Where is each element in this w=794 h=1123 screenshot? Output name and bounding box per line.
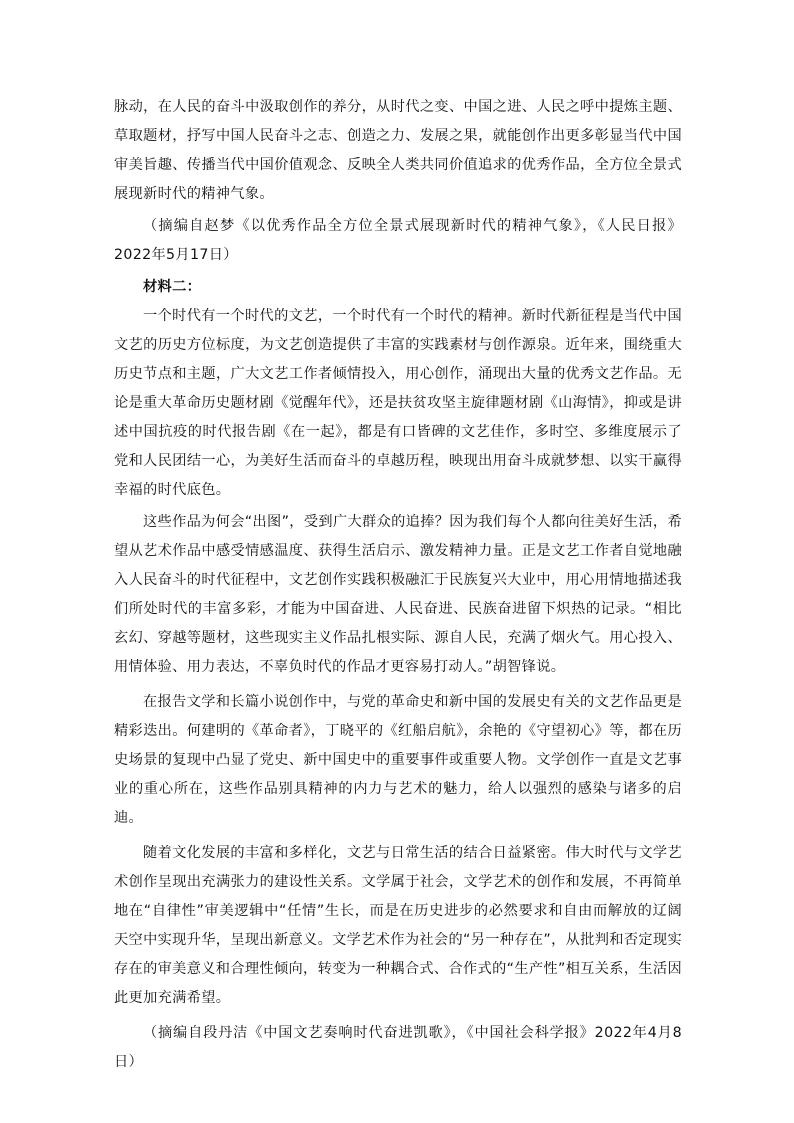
source-citation-material-two: （摘编自段丹洁《中国文艺奏响时代奋进凯歌》，《中国社会科学报》2022年4月8日） [114, 1025, 682, 1070]
paragraph-culture-and-life: 随着文化发展的丰富和多样化，文艺与日常生活的结合日益紧密。伟大时代与文学艺术创作呈现出充满张力的建设性关系。文学属于社会，文学艺术的创作和发展，不再简单地在“自律性”审美逻辑中“任情”生长，而是在历史进步的必然要求和自由而解放的辽阔天空中实现升华，呈现出新意义。文学艺术作为社会的“另一种存在”，从批判和否定现实存在的审美意义和合理性倾向，转变为一种耦合式、合作式的“生产性”相互关系，生活因此更加充满希望。 [114, 845, 682, 1006]
paragraph-era-and-art: 一个时代有一个时代的文艺，一个时代有一个时代的精神。新时代新征程是当代中国文艺的历史方位标度，为文艺创造提供了丰富的实践素材与创作源泉。近年来，围绕重大历史节点和主题，广大文艺工作者倾情投入，用心创作，涌现出大量的优秀文艺作品。无论是重大革命历史题材剧《觉醒年代》，还是扶贫攻坚主旋律题材剧《山海情》，抑或是讲述中国抗疫的时代报告剧《在一起》，都是有口皆碑的文艺佳作，多时空、多维度展示了党和人民团结一心，为美好生活而奋斗的卓越历程，映现出用奋斗成就梦想、以实干赢得幸福的时代底色。 [114, 308, 682, 498]
paragraph-reportage-novels: 在报告文学和长篇小说创作中，与党的革命史和新中国的发展史有关的文艺作品更是精彩迭出。何建明的《革命者》，丁晓平的《红船启航》，余艳的《守望初心》等，都在历史场景的复现中凸显了党史、新中国史中的重要事件或重要人物。文学创作一直是文艺事业的重心所在，这些作品别具精神的内力与艺术的魅力，给人以强烈的感染与诸多的启迪。 [114, 694, 682, 826]
paragraph-why-popular: 这些作品为何会“出图”，受到广大群众的追捧？因为我们每个人都向往美好生活，希望从艺术作品中感受情感温度、获得生活启示、激发精神力量。正是文艺工作者自觉地融入人民奋斗的时代征程中，文艺创作实践积极融汇于民族复兴大业中，用心用情地描述我们所处时代的丰富多彩，才能为中国奋进、人民奋进、民族奋进留下炽热的记录。“相比玄幻、穿越等题材，这些现实主义作品扎根实际、源自人民，充满了烟火气。用心投入、用情体验、用力表达，不辜负时代的作品才更容易打动人。”胡智锋说。 [114, 514, 682, 675]
document-body [114, 93, 682, 1077]
paragraph-material-one-end: 脉动，在人民的奋斗中汲取创作的养分，从时代之变、中国之进、人民之呼中提炼主题、草取题材，抒写中国人民奋斗之志、创造之力、发展之果，就能创作出更多彰显当代中国审美旨趣、传播当代中国价值观念、反映全人类共同价值追求的优秀作品，全方位全景式展现新时代的精神气象。 [114, 99, 682, 202]
source-citation-material-one: （摘编自赵梦《以优秀作品全方位全景式展现新时代的精神气象》，《人民日报》2022年5月17日） [114, 218, 682, 263]
section-heading-material-two: 材料二： [143, 279, 202, 295]
